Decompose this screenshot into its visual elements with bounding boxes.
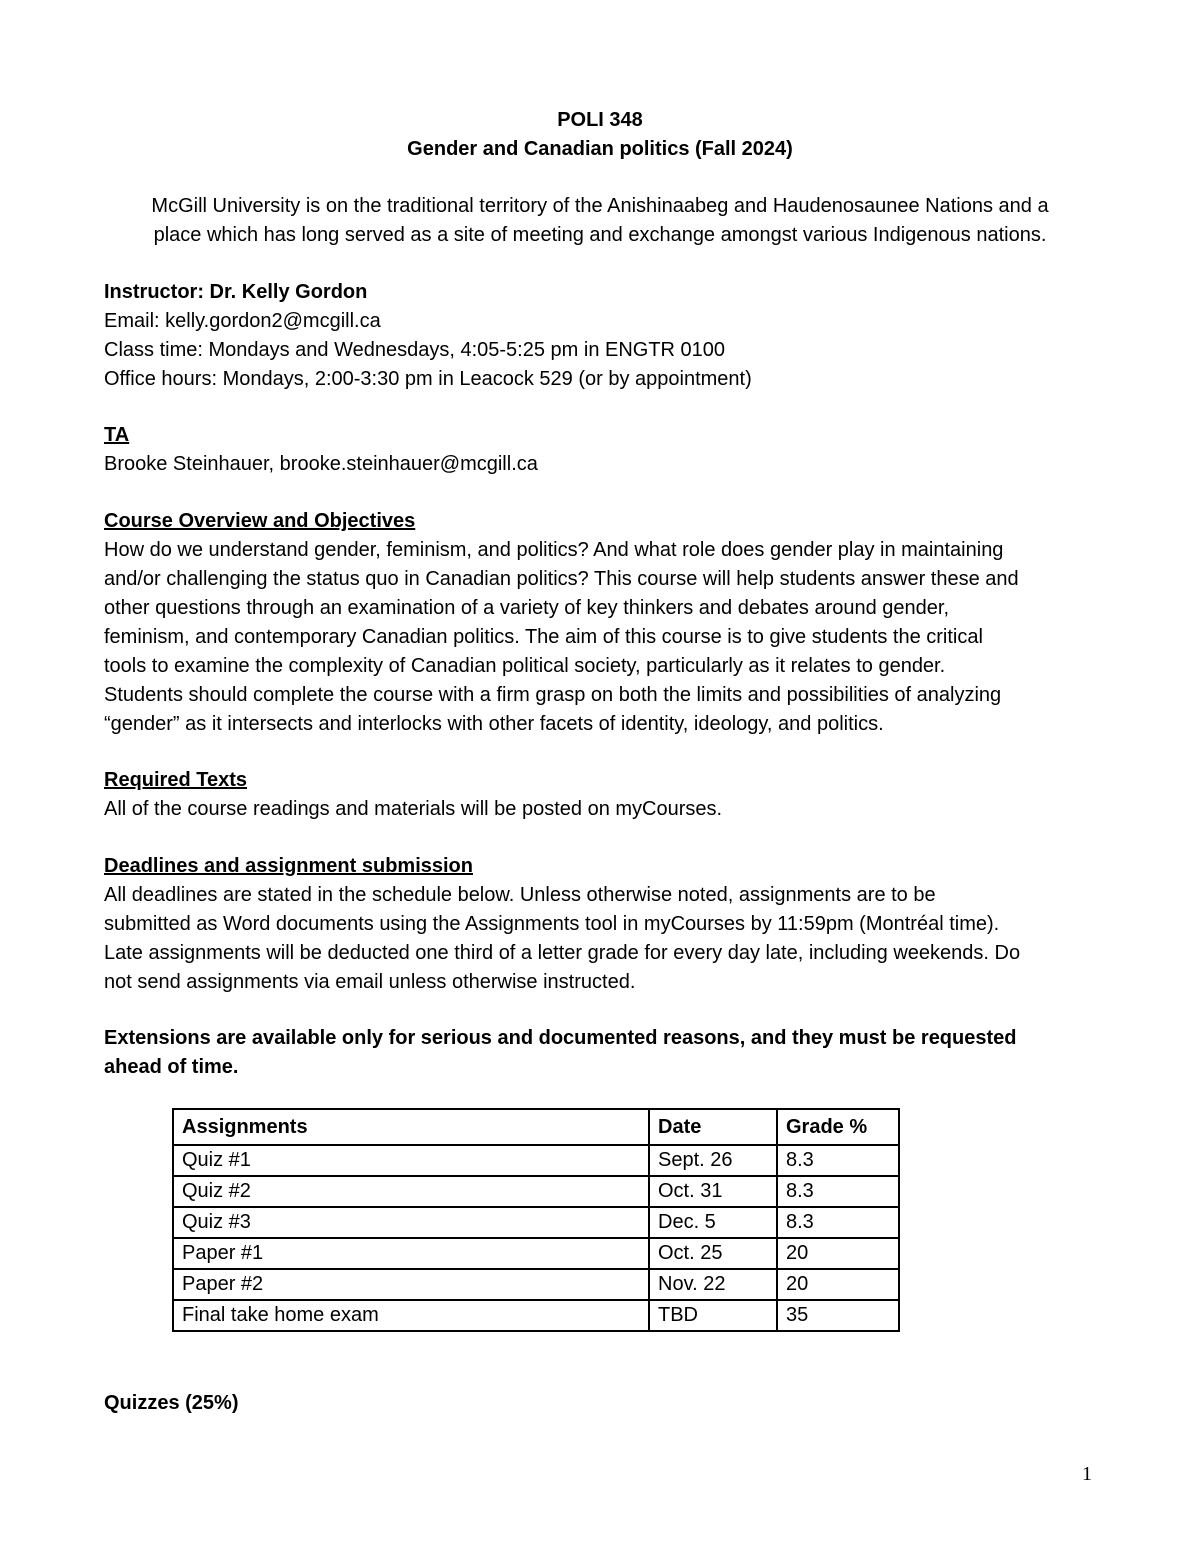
instructor-name: Instructor: Dr. Kelly Gordon [104,281,368,303]
overview-line: tools to examine the complexity of Canadian political society, particularly as it relates to gender. [104,655,946,677]
overview-line: feminism, and contemporary Canadian politics. The aim of this course is to give students the critical [104,626,983,648]
cell-grade: 35 [777,1300,899,1331]
document-header [104,106,1096,164]
cell-assignment: Paper #1 [173,1238,649,1269]
extensions-line: ahead of time. [104,1056,239,1078]
overview-section [104,507,1104,739]
ta-heading: TA [104,424,130,446]
table-row [173,1238,899,1269]
land-ack-line: place which has long served as a site of meeting and exchange amongst various Indigenous nations. [153,224,1047,246]
header-date: Date [649,1109,777,1145]
cell-assignment: Quiz #2 [173,1176,649,1207]
ta-line: Brooke Steinhauer, brooke.steinhauer@mcgill.ca [104,453,538,475]
table-header-row [173,1109,899,1145]
deadlines-line: All deadlines are stated in the schedule below. Unless otherwise noted, assignments are to be [104,884,936,906]
quizzes-section [104,1389,1104,1418]
instructor-email: Email: kelly.gordon2@mcgill.ca [104,310,381,332]
cell-date: Oct. 25 [649,1238,777,1269]
cell-grade: 8.3 [777,1145,899,1176]
land-ack-line: McGill University is on the traditional territory of the Anishinaabeg and Haudenosaunee Nations and a [151,195,1049,217]
cell-grade: 8.3 [777,1207,899,1238]
instructor-info [104,278,1104,394]
cell-date: Dec. 5 [649,1207,777,1238]
table-row [173,1145,899,1176]
overview-heading: Course Overview and Objectives [104,510,416,532]
table-row [173,1176,899,1207]
land-acknowledgement [104,192,1096,250]
cell-assignment: Quiz #3 [173,1207,649,1238]
required-texts-heading: Required Texts [104,769,247,791]
required-texts-section [104,766,1104,824]
extensions-line: Extensions are available only for serious and documented reasons, and they must be requested [104,1027,1017,1049]
header-assignments: Assignments [173,1109,649,1145]
cell-date: Oct. 31 [649,1176,777,1207]
overview-line: other questions through an examination of a variety of key thinkers and debates around gender, [104,597,949,619]
cell-assignment: Quiz #1 [173,1145,649,1176]
cell-grade: 8.3 [777,1176,899,1207]
header-grade: Grade % [777,1109,899,1145]
overview-line: and/or challenging the status quo in Canadian politics? This course will help students answer these and [104,568,1019,590]
cell-grade: 20 [777,1238,899,1269]
course-title: Gender and Canadian politics (Fall 2024) [407,138,793,160]
deadlines-line: Late assignments will be deducted one third of a letter grade for every day late, including weekends. Do [104,942,1021,964]
table-row [173,1269,899,1300]
cell-date: Nov. 22 [649,1269,777,1300]
office-hours: Office hours: Mondays, 2:00-3:30 pm in Leacock 529 (or by appointment) [104,368,752,390]
extensions-note [104,1024,1104,1082]
assignments-table [172,1108,900,1332]
class-time: Class time: Mondays and Wednesdays, 4:05-5:25 pm in ENGTR 0100 [104,339,726,361]
cell-grade: 20 [777,1269,899,1300]
table-row [173,1207,899,1238]
cell-date: TBD [649,1300,777,1331]
overview-line: How do we understand gender, feminism, and politics? And what role does gender play in maintaining [104,539,1004,561]
table-row [173,1300,899,1331]
course-code: POLI 348 [557,109,643,131]
quizzes-heading: Quizzes (25%) [104,1392,239,1414]
page-number: 1 [1082,1463,1092,1485]
deadlines-section [104,852,1104,997]
deadlines-line: not send assignments via email unless otherwise instructed. [104,971,636,993]
cell-assignment: Paper #2 [173,1269,649,1300]
deadlines-line: submitted as Word documents using the Assignments tool in myCourses by 11:59pm (Montréal time). [104,913,1000,935]
cell-date: Sept. 26 [649,1145,777,1176]
ta-section [104,421,1104,479]
cell-assignment: Final take home exam [173,1300,649,1331]
required-texts-line: All of the course readings and materials will be posted on myCourses. [104,798,723,820]
deadlines-heading: Deadlines and assignment submission [104,855,473,877]
overview-line: “gender” as it intersects and interlocks with other facets of identity, ideology, and politics. [104,713,884,735]
overview-line: Students should complete the course with a firm grasp on both the limits and possibilities of analyzing [104,684,1002,706]
